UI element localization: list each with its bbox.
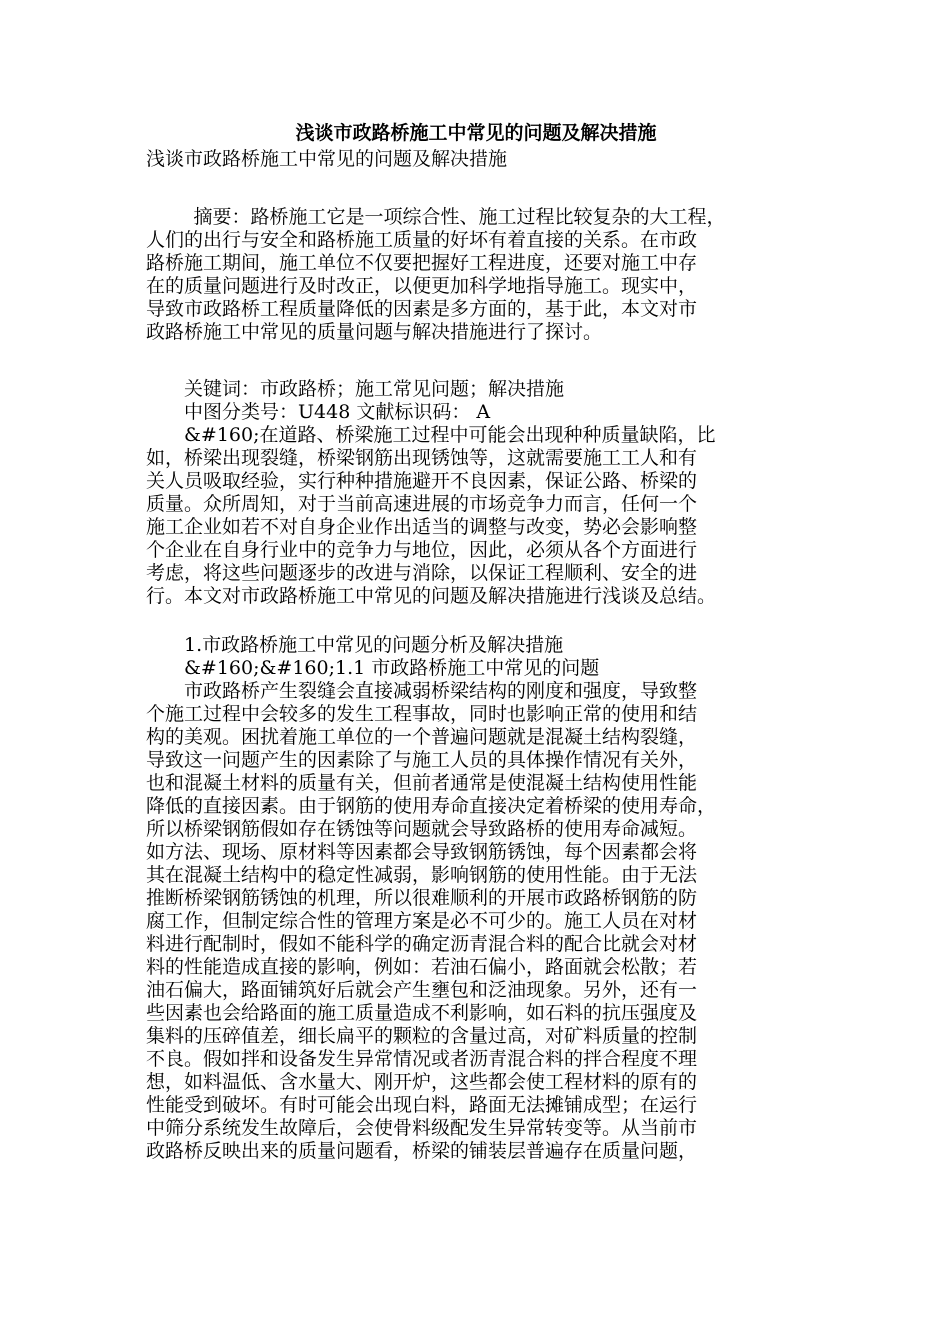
body-line: 所以桥梁钢筋假如存在锈蚀等问题就会导致路桥的使用寿命减短。 (146, 818, 698, 840)
keywords: 关键词：市政路桥；施工常见问题；解决措施 (184, 378, 565, 400)
abstract-line: 人们的出行与安全和路桥施工质量的好坏有着直接的关系。在市政 (146, 229, 698, 251)
body-line: 构的美观。困扰着施工单位的一个普遍问题就是混凝土结构裂缝， (146, 726, 698, 748)
body-paragraph (146, 680, 806, 1163)
body-line: 导致这一问题产生的因素除了与施工人员的具体操作情况有关外， (146, 749, 698, 771)
document-page (146, 120, 806, 1163)
intro-line: 施工企业如若不对自身企业作出适当的调整与改变，势必会影响整 (146, 516, 698, 538)
body-line: 降低的直接因素。由于钢筋的使用寿命直接决定着桥梁的使用寿命， (146, 795, 717, 817)
classification: 中图分类号：U448 文献标识码： A (184, 401, 491, 423)
intro-line: 如，桥梁出现裂缝，桥梁钢筋出现锈蚀等，这就需要施工工人和有 (146, 447, 698, 469)
intro-line: 行。本文对市政路桥施工中常见的问题及解决措施进行浅谈及总结。 (146, 585, 717, 607)
body-line: 推断桥梁钢筋锈蚀的机理，所以很难顺利的开展市政路桥钢筋的防 (146, 887, 698, 909)
body-line: 其在混凝土结构中的稳定性减弱，影响钢筋的使用性能。由于无法 (146, 864, 698, 886)
intro-paragraph (146, 424, 806, 608)
body-line: 想，如料温低、含水量大、刚开炉，这些都会使工程材料的原有的 (146, 1071, 698, 1093)
body-line: 不良。假如拌和设备发生异常情况或者沥青混合料的拌合程度不理 (146, 1048, 698, 1070)
section-1-heading: 1.市政路桥施工中常见的问题分析及解决措施 (184, 634, 564, 656)
body-line: 如方法、现场、原材料等因素都会导致钢筋锈蚀，每个因素都会将 (146, 841, 698, 863)
section-1-1-heading: &#160;&#160;1.1 市政路桥施工中常见的问题 (184, 657, 600, 679)
body-line: 料的性能造成直接的影响，例如：若油石偏小，路面就会松散；若 (146, 956, 698, 978)
spacer (146, 608, 806, 634)
body-line: 些因素也会给路面的施工质量造成不利影响，如石料的抗压强度及 (146, 1002, 698, 1024)
body-line: 也和混凝土材料的质量有关，但前者通常是使混凝土结构使用性能 (146, 772, 698, 794)
intro-line: 关人员吸取经验，实行种种措施避开不良因素，保证公路、桥梁的 (146, 470, 698, 492)
body-line: 个施工过程中会较多的发生工程事故，同时也影响正常的使用和结 (146, 703, 698, 725)
spacer (146, 172, 806, 206)
intro-line: &#160;在道路、桥梁施工过程中可能会出现种种质量缺陷，比 (184, 424, 716, 446)
intro-line: 个企业在自身行业中的竞争力与地位，因此，必须从各个方面进行 (146, 539, 698, 561)
abstract-line: 路桥施工期间，施工单位不仅要把握好工程进度，还要对施工中存 (146, 252, 698, 274)
meta-block (146, 378, 806, 424)
section-headings (146, 634, 806, 680)
abstract-line: 导致市政路桥工程质量降低的因素是多方面的，基于此，本文对市 (146, 298, 698, 320)
abstract (146, 206, 806, 344)
body-line: 集料的压碎值差，细长扁平的颗粒的含量过高，对矿料质量的控制 (146, 1025, 698, 1047)
body-line: 中筛分系统发生故障后，会使骨料级配发生异常转变等。从当前市 (146, 1117, 698, 1139)
body-line: 油石偏大，路面铺筑好后就会产生壅包和泛油现象。另外，还有一 (146, 979, 698, 1001)
abstract-line: 摘要：路桥施工它是一项综合性、施工过程比较复杂的大工程， (193, 206, 726, 228)
body-line: 料进行配制时，假如不能科学的确定沥青混合料的配合比就会对材 (146, 933, 698, 955)
body-line: 腐工作，但制定综合性的管理方案是必不可少的。施工人员在对材 (146, 910, 698, 932)
body-line: 政路桥反映出来的质量问题看，桥梁的铺装层普遍存在质量问题， (146, 1140, 698, 1162)
intro-line: 质量。众所周知，对于当前高速进展的市场竞争力而言，任何一个 (146, 493, 698, 515)
abstract-line: 政路桥施工中常见的质量问题与解决措施进行了探讨。 (146, 321, 603, 343)
document-subtitle: 浅谈市政路桥施工中常见的问题及解决措施 (146, 148, 508, 170)
spacer (146, 344, 806, 378)
document-title: 浅谈市政路桥施工中常见的问题及解决措施 (295, 122, 657, 144)
abstract-line: 在的质量问题进行及时改正，以便更加科学地指导施工。现实中， (146, 275, 698, 297)
intro-line: 考虑，将这些问题逐步的改进与消除，以保证工程顺利、安全的进 (146, 562, 698, 584)
body-line: 市政路桥产生裂缝会直接减弱桥梁结构的刚度和强度，导致整 (184, 680, 698, 702)
body-line: 性能受到破坏。有时可能会出现白料，路面无法摊铺成型；在运行 (146, 1094, 698, 1116)
